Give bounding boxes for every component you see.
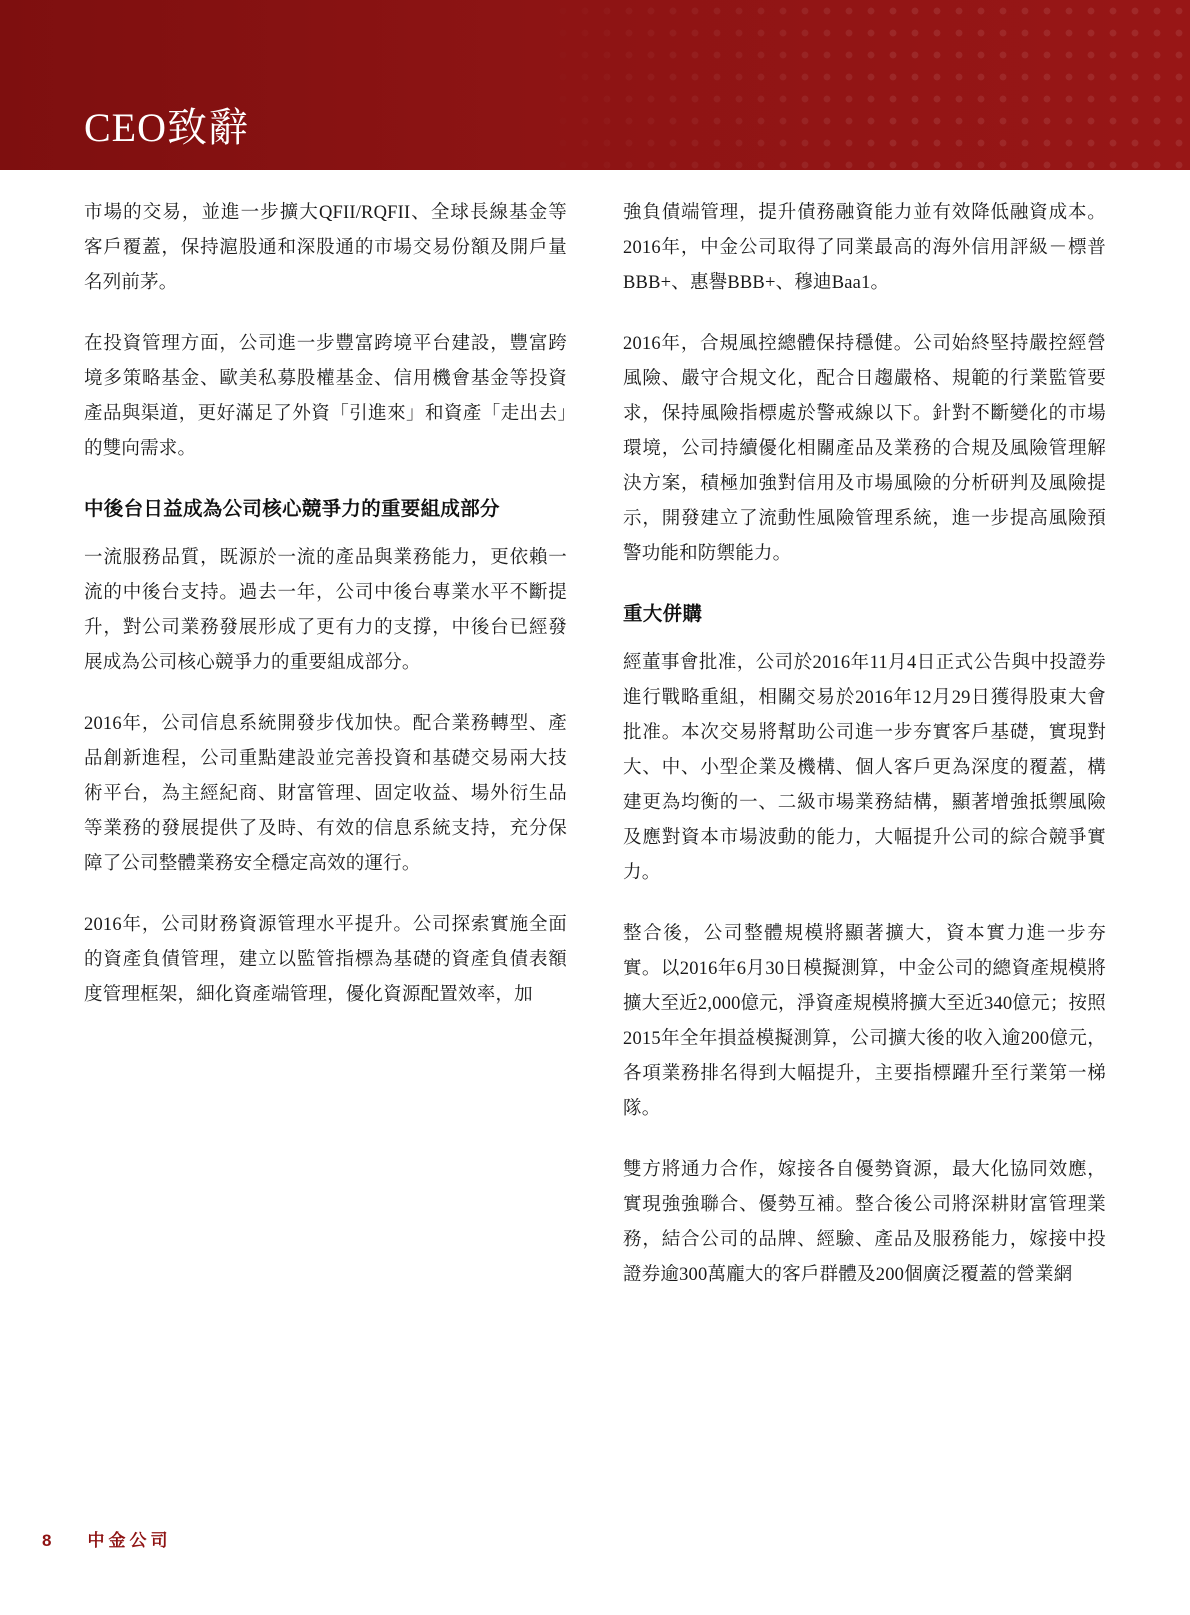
paragraph: 強負債端管理，提升債務融資能力並有效降低融資成本。2016年，中金公司取得了同業最高的海外信用評級－標普BBB+、惠譽BBB+、穆迪Baa1。 — [623, 203, 1106, 293]
paragraph: 在投資管理方面，公司進一步豐富跨境平台建設，豐富跨境多策略基金、歐美私募股權基金、信用機會基金等投資產品與渠道，更好滿足了外資「引進來」和資產「走出去」的雙向需求。 — [84, 334, 567, 459]
paragraph: 經董事會批准，公司於2016年11月4日正式公告與中投證券進行戰略重組，相關交易於2016年12月29日獲得股東大會批准。本次交易將幫助公司進一步夯實客戶基礎，實現對大、中、小型企業及機構、個人客戶更為深度的覆蓋，構建更為均衡的一、二級市場業務結構，顯著增強抵禦風險及應對資本市場波動的能力，大幅提升公司的綜合競爭實力。 — [623, 653, 1106, 883]
page-title: CEO致辭 — [84, 105, 249, 150]
page-footer — [42, 1526, 171, 1551]
paragraph: 2016年，公司財務資源管理水平提升。公司探索實施全面的資產負債管理，建立以監管指標為基礎的資產負債表額度管理框架，細化資產端管理，優化資源配置效率，加 — [84, 915, 567, 1005]
paragraph: 一流服務品質，既源於一流的產品與業務能力，更依賴一流的中後台支持。過去一年，公司中後台專業水平不斷提升，對公司業務發展形成了更有力的支撐，中後台已經發展成為公司核心競爭力的重要組成部分。 — [84, 548, 567, 673]
page-number: 8 — [42, 1531, 52, 1550]
header-dot-pattern — [530, 0, 1190, 170]
paragraph: 整合後，公司整體規模將顯著擴大，資本實力進一步夯實。以2016年6月30日模擬測算，中金公司的總資產規模將擴大至近2,000億元，淨資產規模將擴大至近340億元；按照2015年全年損益模擬測算，公司擴大後的收入逾200億元，各項業務排名得到大幅提升，主要指標躍升至行業第一梯隊。 — [623, 924, 1106, 1119]
right-column — [623, 196, 1106, 1293]
section-subheading: 重大併購 — [623, 604, 703, 625]
paragraph: 市場的交易，並進一步擴大QFII/RQFII、全球長線基金等客戶覆蓋，保持滬股通和深股通的市場交易份額及開戶量名列前茅。 — [84, 203, 567, 293]
left-column — [84, 196, 567, 1293]
paragraph: 2016年，公司信息系統開發步伐加快。配合業務轉型、產品創新進程，公司重點建設並完善投資和基礎交易兩大技術平台，為主經紀商、財富管理、固定收益、場外衍生品等業務的發展提供了及時、有效的信息系統支持，充分保障了公司整體業務安全穩定高效的運行。 — [84, 714, 567, 874]
section-subheading: 中後台日益成為公司核心競爭力的重要組成部分 — [84, 499, 500, 520]
page-header-band — [0, 0, 1190, 170]
paragraph: 雙方將通力合作，嫁接各自優勢資源，最大化協同效應，實現強強聯合、優勢互補。整合後公司將深耕財富管理業務，結合公司的品牌、經驗、產品及服務能力，嫁接中投證券逾300萬龐大的客戶群體及200個廣泛覆蓋的營業網 — [623, 1160, 1106, 1285]
paragraph: 2016年，合規風控總體保持穩健。公司始終堅持嚴控經營風險、嚴守合規文化，配合日趨嚴格、規範的行業監管要求，保持風險指標處於警戒線以下。針對不斷變化的市場環境，公司持續優化相關產品及業務的合規及風險管理解決方案，積極加強對信用及市場風險的分析研判及風險提示，開發建立了流動性風險管理系統，進一步提高風險預警功能和防禦能力。 — [623, 334, 1106, 564]
company-name: 中金公司 — [87, 1531, 172, 1550]
document-body — [84, 196, 1106, 1293]
